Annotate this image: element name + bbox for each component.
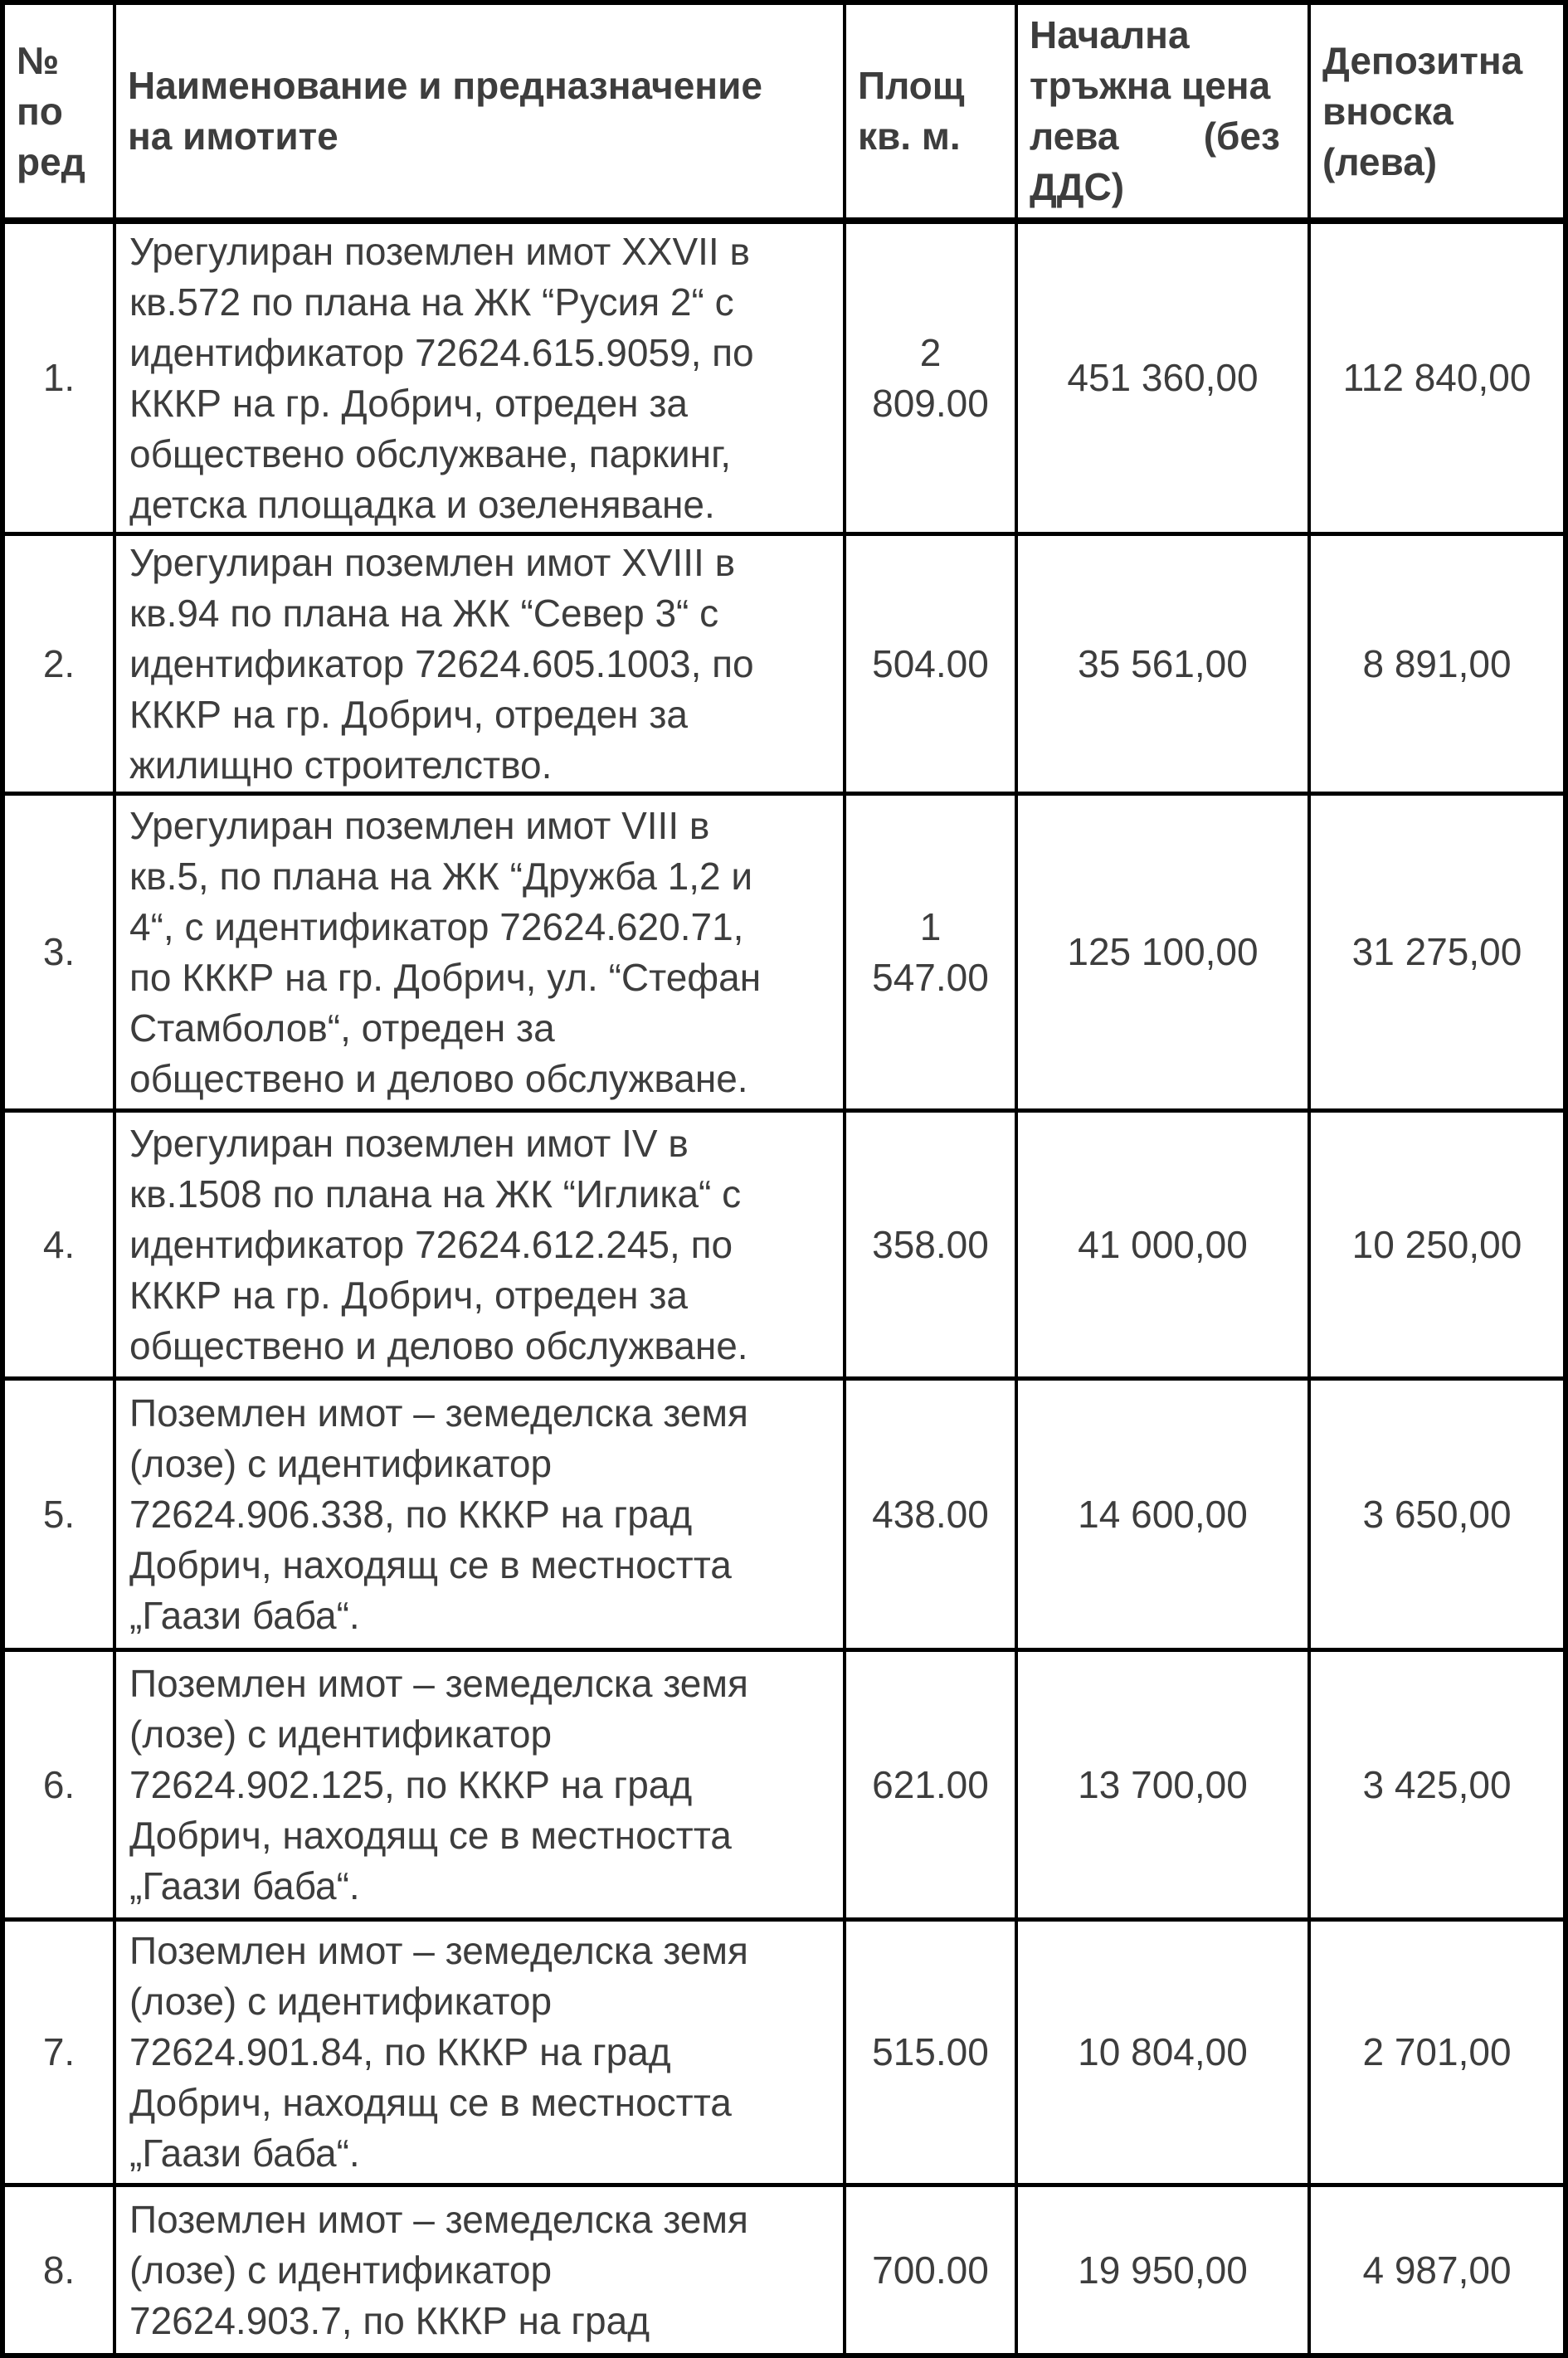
area-cell: 438.00 — [846, 1381, 1018, 1652]
row-number-cell: 6. — [0, 1652, 116, 1922]
starting-price-cell: 125 100,00 — [1018, 796, 1311, 1113]
row-number-cell: 2. — [0, 536, 116, 796]
deposit-cell: 3 650,00 — [1311, 1381, 1568, 1652]
header-deposit: Депозитна вноска (лева) — [1311, 0, 1568, 224]
deposit-cell: 4 987,00 — [1311, 2187, 1568, 2358]
area-cell: 358.00 — [846, 1113, 1018, 1381]
header-starting-price: Начална тръжна цена лева (без ДДС) — [1018, 0, 1311, 224]
property-description-cell: Поземлен имот – земеделска земя (лозе) с идентификатор 72624.902.125, по КККР на град Добрич, находящ се в местността „Гаази баба“. — [116, 1652, 846, 1922]
starting-price-cell: 19 950,00 — [1018, 2187, 1311, 2358]
area-cell: 515.00 — [846, 1922, 1018, 2187]
header-row-number: № по ред — [0, 0, 116, 224]
area-cell: 1 547.00 — [846, 796, 1018, 1113]
deposit-cell: 112 840,00 — [1311, 224, 1568, 536]
table-row — [0, 2187, 1568, 2358]
starting-price-cell: 41 000,00 — [1018, 1113, 1311, 1381]
table-row — [0, 1381, 1568, 1652]
table-row — [0, 536, 1568, 796]
property-description-cell: Поземлен имот – земеделска земя (лозе) с идентификатор 72624.906.338, по КККР на град Добрич, находящ се в местността „Гаази баба“. — [116, 1381, 846, 1652]
property-description-cell: Урегулиран поземлен имот VIII в кв.5, по плана на ЖК “Дружба 1,2 и 4“, с идентификатор 72624.620.71, по КККР на гр. Добрич, ул. “Стефан Стамболов“, отреден за обществено и делово обслужване. — [116, 796, 846, 1113]
property-description-cell: Урегулиран поземлен имот XVIII в кв.94 по плана на ЖК “Север 3“ с идентификатор 72624.605.1003, по КККР на гр. Добрич, отреден за жилищно строителство. — [116, 536, 846, 796]
header-area: Площ кв. м. — [846, 0, 1018, 224]
row-number-cell: 4. — [0, 1113, 116, 1381]
area-cell: 621.00 — [846, 1652, 1018, 1922]
table-row — [0, 1922, 1568, 2187]
property-description-cell: Поземлен имот – земеделска земя (лозе) с идентификатор 72624.903.7, по КККР на град — [116, 2187, 846, 2358]
property-description-cell: Урегулиран поземлен имот XXVII в кв.572 по плана на ЖК “Русия 2“ с идентификатор 72624.615.9059, по КККР на гр. Добрич, отреден за обществено обслужване, паркинг, детска площадка и озеленяване. — [116, 224, 846, 536]
area-cell: 504.00 — [846, 536, 1018, 796]
header-row — [0, 0, 1568, 224]
header-property-name: Наименование и предназначение на имотите — [116, 0, 846, 224]
table-row — [0, 796, 1568, 1113]
table-row — [0, 224, 1568, 536]
property-description-cell: Поземлен имот – земеделска земя (лозе) с идентификатор 72624.901.84, по КККР на град Добрич, находящ се в местността „Гаази баба“. — [116, 1922, 846, 2187]
deposit-cell: 8 891,00 — [1311, 536, 1568, 796]
property-description-cell: Урегулиран поземлен имот IV в кв.1508 по плана на ЖК “Иглика“ с идентификатор 72624.612.245, по КККР на гр. Добрич, отреден за обществено и делово обслужване. — [116, 1113, 846, 1381]
area-cell: 700.00 — [846, 2187, 1018, 2358]
deposit-cell: 31 275,00 — [1311, 796, 1568, 1113]
starting-price-cell: 10 804,00 — [1018, 1922, 1311, 2187]
deposit-cell: 10 250,00 — [1311, 1113, 1568, 1381]
starting-price-cell: 35 561,00 — [1018, 536, 1311, 796]
area-cell: 2 809.00 — [846, 224, 1018, 536]
starting-price-cell: 451 360,00 — [1018, 224, 1311, 536]
starting-price-cell: 13 700,00 — [1018, 1652, 1311, 1922]
deposit-cell: 3 425,00 — [1311, 1652, 1568, 1922]
table-row — [0, 1113, 1568, 1381]
row-number-cell: 7. — [0, 1922, 116, 2187]
row-number-cell: 1. — [0, 224, 116, 536]
table-body — [0, 224, 1568, 2358]
row-number-cell: 8. — [0, 2187, 116, 2358]
row-number-cell: 3. — [0, 796, 116, 1113]
deposit-cell: 2 701,00 — [1311, 1922, 1568, 2187]
table-row — [0, 1652, 1568, 1922]
row-number-cell: 5. — [0, 1381, 116, 1652]
starting-price-cell: 14 600,00 — [1018, 1381, 1311, 1652]
